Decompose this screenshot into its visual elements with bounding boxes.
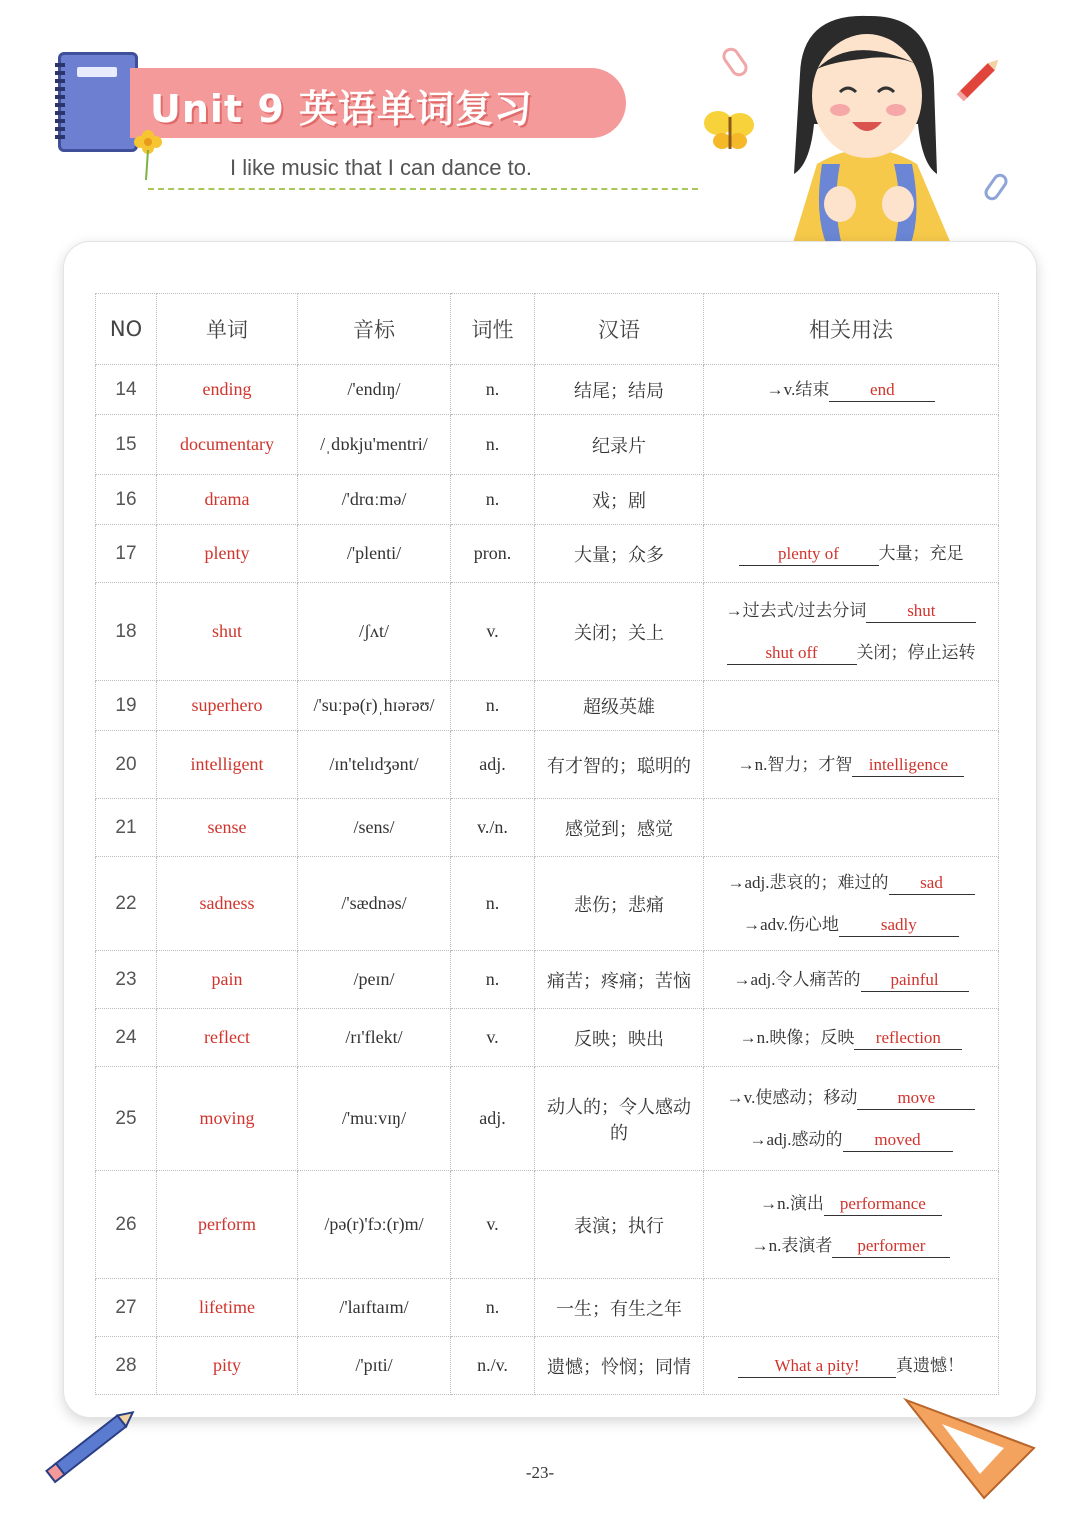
word-cell: intelligent	[157, 731, 298, 799]
chinese-meaning-cell: 有才智的；聪明的	[535, 731, 704, 799]
usage-prefix: →n.表演者	[751, 1235, 833, 1255]
table-row	[96, 799, 999, 857]
chinese-meaning-cell: 表演；执行	[535, 1171, 704, 1279]
part-of-speech-cell: adj.	[451, 731, 535, 799]
part-of-speech-cell: n.	[451, 365, 535, 415]
usage-line	[708, 904, 994, 946]
usage-answer: shut off	[727, 642, 857, 665]
row-number: 24	[96, 1009, 157, 1067]
usage-answer: painful	[861, 969, 969, 992]
table-header	[96, 294, 999, 365]
part-of-speech-cell: pron.	[451, 525, 535, 583]
usage-answer: sad	[889, 872, 975, 895]
chinese-meaning-cell: 超级英雄	[535, 681, 704, 731]
row-number: 14	[96, 365, 157, 415]
part-of-speech-cell: v./n.	[451, 799, 535, 857]
phonetic-cell: /'laɪftaɪm/	[298, 1279, 451, 1337]
row-number: 18	[96, 583, 157, 681]
notebook-icon	[58, 52, 138, 152]
chinese-meaning-cell: 大量；众多	[535, 525, 704, 583]
phonetic-cell: /'drɑːmə/	[298, 475, 451, 525]
phonetic-cell: /'suːpə(r)ˌhɪərəʊ/	[298, 681, 451, 731]
table-row	[96, 731, 999, 799]
word-cell: perform	[157, 1171, 298, 1279]
page-number: -23-	[525, 1463, 555, 1482]
usage-line	[708, 862, 994, 904]
table-row	[96, 1171, 999, 1279]
usage-cell	[704, 583, 999, 681]
part-of-speech-cell: v.	[451, 1009, 535, 1067]
chinese-meaning-cell: 感觉到；感觉	[535, 799, 704, 857]
usage-prefix: →v.使感动；移动	[726, 1087, 858, 1107]
chinese-meaning-cell: 动人的；令人感动的	[535, 1067, 704, 1171]
phonetic-cell: /'endɪŋ/	[298, 365, 451, 415]
table-row	[96, 415, 999, 475]
word-cell: sadness	[157, 857, 298, 951]
row-number: 16	[96, 475, 157, 525]
unit-subtitle: I like music that I can dance to.	[230, 155, 533, 180]
usage-cell	[704, 681, 999, 731]
row-number: 19	[96, 681, 157, 731]
table-row	[96, 1067, 999, 1171]
usage-cell	[704, 1337, 999, 1395]
part-of-speech-cell: adj.	[451, 1067, 535, 1171]
chinese-meaning-cell: 痛苦；疼痛；苦恼	[535, 951, 704, 1009]
usage-line	[708, 744, 994, 786]
vocabulary-table	[95, 293, 999, 1395]
table-row	[96, 365, 999, 415]
usage-cell	[704, 525, 999, 583]
usage-prefix: →adj.令人痛苦的	[733, 969, 861, 989]
phonetic-cell: /ʃʌt/	[298, 583, 451, 681]
usage-cell	[704, 365, 999, 415]
usage-answer: shut	[866, 600, 976, 623]
usage-line	[708, 1077, 994, 1119]
row-number: 22	[96, 857, 157, 951]
table-row	[96, 583, 999, 681]
usage-prefix: →n.智力；才智	[737, 754, 853, 774]
usage-cell	[704, 1009, 999, 1067]
phonetic-cell: /ˌdɒkju'mentri/	[298, 415, 451, 475]
chinese-meaning-cell: 结尾；结局	[535, 365, 704, 415]
usage-line	[708, 369, 994, 411]
usage-line	[708, 533, 994, 575]
usage-answer: reflection	[854, 1027, 962, 1050]
usage-cell	[704, 799, 999, 857]
usage-prefix: →adv.伤心地	[743, 914, 839, 934]
column-header: NO	[96, 294, 157, 365]
usage-answer: intelligence	[852, 754, 964, 777]
table-row	[96, 1009, 999, 1067]
part-of-speech-cell: n.	[451, 415, 535, 475]
chinese-meaning-cell: 遗憾；怜悯；同情	[535, 1337, 704, 1395]
column-header: 单词	[157, 294, 298, 365]
part-of-speech-cell: v.	[451, 1171, 535, 1279]
word-cell: sense	[157, 799, 298, 857]
column-header: 音标	[298, 294, 451, 365]
part-of-speech-cell: n.	[451, 1279, 535, 1337]
usage-answer: end	[829, 379, 935, 402]
triangle-ruler-icon	[900, 1392, 1040, 1502]
row-number: 21	[96, 799, 157, 857]
phonetic-cell: /sens/	[298, 799, 451, 857]
row-number: 15	[96, 415, 157, 475]
phonetic-cell: /ɪn'telɪdʒənt/	[298, 731, 451, 799]
usage-line	[708, 632, 994, 674]
page-title: Unit 9 英语单词复习	[150, 87, 533, 131]
usage-answer: move	[857, 1087, 975, 1110]
column-header: 词性	[451, 294, 535, 365]
usage-answer: plenty of	[739, 543, 879, 566]
word-cell: reflect	[157, 1009, 298, 1067]
usage-line	[708, 1225, 994, 1267]
part-of-speech-cell: n./v.	[451, 1337, 535, 1395]
usage-line	[708, 959, 994, 1001]
word-cell: ending	[157, 365, 298, 415]
usage-prefix: →adj.感动的	[749, 1129, 843, 1149]
word-cell: pain	[157, 951, 298, 1009]
usage-cell	[704, 1067, 999, 1171]
usage-suffix: 关闭；停止运转	[856, 642, 976, 662]
word-cell: moving	[157, 1067, 298, 1171]
usage-answer: performer	[832, 1235, 950, 1258]
usage-answer: sadly	[839, 914, 959, 937]
word-cell: superhero	[157, 681, 298, 731]
chinese-meaning-cell: 一生；有生之年	[535, 1279, 704, 1337]
chinese-meaning-cell: 悲伤；悲痛	[535, 857, 704, 951]
usage-cell	[704, 731, 999, 799]
table-row	[96, 475, 999, 525]
phonetic-cell: /'pɪti/	[298, 1337, 451, 1395]
dashed-divider	[148, 188, 698, 190]
phonetic-cell: /rɪ'flekt/	[298, 1009, 451, 1067]
row-number: 20	[96, 731, 157, 799]
table-row	[96, 1279, 999, 1337]
table-row	[96, 857, 999, 951]
usage-cell	[704, 951, 999, 1009]
word-cell: documentary	[157, 415, 298, 475]
row-number: 23	[96, 951, 157, 1009]
usage-line	[708, 1183, 994, 1225]
pencil-icon	[950, 48, 1010, 108]
column-header: 相关用法	[704, 294, 999, 365]
usage-prefix: →n.演出	[760, 1193, 824, 1213]
paperclip-icon	[982, 170, 1018, 206]
row-number: 17	[96, 525, 157, 583]
row-number: 26	[96, 1171, 157, 1279]
pencil-icon	[36, 1400, 146, 1490]
phonetic-cell: /'muːvɪŋ/	[298, 1067, 451, 1171]
table-row	[96, 525, 999, 583]
usage-prefix: →过去式/过去分词	[725, 600, 867, 620]
column-header: 汉语	[535, 294, 704, 365]
usage-cell	[704, 1279, 999, 1337]
table-row	[96, 951, 999, 1009]
usage-prefix: →v.结束	[766, 379, 830, 399]
part-of-speech-cell: n.	[451, 857, 535, 951]
word-cell: drama	[157, 475, 298, 525]
chinese-meaning-cell: 反映；映出	[535, 1009, 704, 1067]
usage-cell	[704, 415, 999, 475]
table-row	[96, 1337, 999, 1395]
usage-answer: moved	[843, 1129, 953, 1152]
usage-line	[708, 1345, 994, 1387]
word-cell: shut	[157, 583, 298, 681]
usage-suffix: 真遗憾！	[896, 1355, 964, 1375]
usage-line	[708, 1119, 994, 1161]
phonetic-cell: /'sædnəs/	[298, 857, 451, 951]
part-of-speech-cell: n.	[451, 951, 535, 1009]
word-cell: pity	[157, 1337, 298, 1395]
usage-cell	[704, 1171, 999, 1279]
usage-suffix: 大量；充足	[878, 543, 964, 563]
part-of-speech-cell: v.	[451, 583, 535, 681]
usage-prefix: →adj.悲哀的；难过的	[727, 872, 889, 892]
usage-cell	[704, 857, 999, 951]
usage-line	[708, 1017, 994, 1059]
row-number: 28	[96, 1337, 157, 1395]
usage-cell	[704, 475, 999, 525]
chinese-meaning-cell: 戏；剧	[535, 475, 704, 525]
chinese-meaning-cell: 纪录片	[535, 415, 704, 475]
usage-prefix: →n.映像；反映	[739, 1027, 855, 1047]
table-row	[96, 681, 999, 731]
word-cell: plenty	[157, 525, 298, 583]
flower-icon	[128, 122, 168, 182]
row-number: 25	[96, 1067, 157, 1171]
usage-answer: performance	[824, 1193, 942, 1216]
phonetic-cell: /peɪn/	[298, 951, 451, 1009]
phonetic-cell: /'plenti/	[298, 525, 451, 583]
phonetic-cell: /pə(r)'fɔː(r)m/	[298, 1171, 451, 1279]
chinese-meaning-cell: 关闭；关上	[535, 583, 704, 681]
word-cell: lifetime	[157, 1279, 298, 1337]
row-number: 27	[96, 1279, 157, 1337]
part-of-speech-cell: n.	[451, 681, 535, 731]
usage-line	[708, 590, 994, 632]
part-of-speech-cell: n.	[451, 475, 535, 525]
usage-answer: What a pity!	[738, 1355, 896, 1378]
